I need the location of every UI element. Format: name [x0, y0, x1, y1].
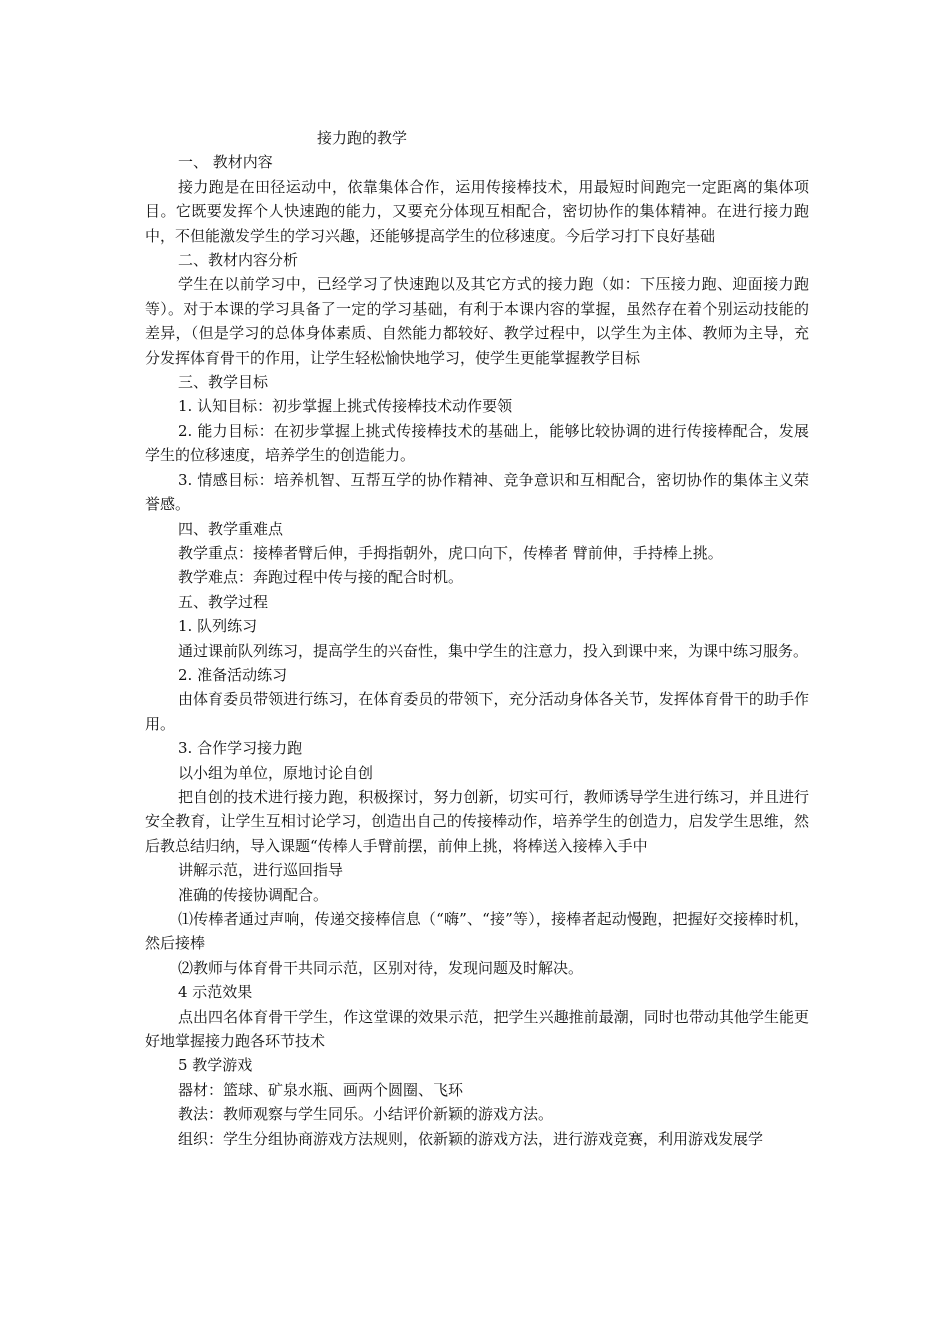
paragraph: 器材：篮球、矿泉水瓶、画两个圆圈、飞环: [178, 1080, 464, 1099]
paragraph: ⑵教师与体育骨干共同示范，区别对待，发现问题及时解决。: [178, 958, 584, 977]
document-page: [145, 126, 809, 1151]
paragraph: 学生在以前学习中，已经学习了快速跑以及其它方式的接力跑（如：下压接力跑、迎面接力跑等）。对于本课的学习具备了一定的学习基础，有利于本课内容的掌握，虽然存在着个别运动技能的差异，（但是学习的总体身体素质、自然能力都较好、教学过程中，以学生为主体、教师为主导，充分发挥体育骨干的作用，让学生轻松愉快地学习，使学生更能掌握教学目标: [145, 275, 809, 367]
paragraph: 2. 能力目标：在初步掌握上挑式传接棒技术的基础上，能够比较协调的进行传接棒配合，发展学生的位移速度，培养学生的创造能力。: [145, 421, 809, 465]
section-heading: 一、 教材内容: [178, 153, 273, 172]
paragraph: 讲解示范，进行巡回指导: [178, 861, 344, 880]
paragraph: 由体育委员带领进行练习，在体育委员的带领下，充分活动身体各关节，发挥体育骨干的助手作用。: [145, 690, 809, 733]
paragraph: ⑴传棒者通过声响，传递交接棒信息（“嗨”、“接”等），接棒者起动慢跑，把握好交接棒时机，然后接棒: [145, 910, 809, 953]
section-heading: 三、教学目标: [178, 373, 269, 392]
section-heading: 五、教学过程: [178, 592, 269, 611]
paragraph: 教学重点：接棒者臂后伸，手拇指朝外，虎口向下，传棒者 臂前伸，手持棒上挑。: [178, 543, 723, 562]
paragraph: 接力跑是在田径运动中，依靠集体合作，运用传接棒技术，用最短时间跑完一定距离的集体项目。它既要发挥个人快速跑的能力，又要充分体现互相配合，密切协作的集体精神。在进行接力跑中，不但能激发学生的学习兴趣，还能够提高学生的位移速度。今后学习打下良好基础: [145, 177, 809, 245]
paragraph: 准确的传接协调配合。: [178, 885, 329, 904]
section-heading: 二、教材内容分析: [178, 251, 299, 270]
paragraph: 组织：学生分组协商游戏方法规则，依新颖的游戏方法，进行游戏竞赛，利用游戏发展学: [178, 1129, 764, 1148]
paragraph: 通过课前队列练习，提高学生的兴奋性，集中学生的注意力，投入到课中来，为课中练习服务。: [178, 641, 809, 660]
paragraph: 教学难点：奔跑过程中传与接的配合时机。: [178, 568, 464, 587]
paragraph: 点出四名体育骨干学生，作这堂课的效果示范，把学生兴趣推前最潮，同时也带动其他学生能更好地掌握接力跑各环节技术: [145, 1007, 809, 1051]
paragraph: 教法：教师观察与学生同乐。小结评价新颖的游戏方法。: [178, 1105, 554, 1124]
paragraph: 1. 认知目标：初步掌握上挑式传接棒技术动作要领: [178, 397, 513, 416]
section-heading: 5 教学游戏: [178, 1056, 253, 1075]
paragraph: 把自创的技术进行接力跑，积极探讨，努力创新，切实可行，教师诱导学生进行练习，并且进行安全教育，让学生互相讨论学习，创造出自己的传接棒动作，培养学生的创造力，启发学生思维，然后教总结归纳，导入课题“传棒人手臂前摆，前伸上挑，将棒送入接棒入手中: [145, 787, 809, 855]
paragraph: 以小组为单位，原地讨论自创: [178, 763, 374, 782]
section-heading: 1. 队列练习: [178, 617, 258, 636]
document-title: 接力跑的教学: [317, 129, 408, 147]
section-heading: 4 示范效果: [178, 983, 253, 1002]
document-body: [145, 150, 809, 1151]
section-heading: 3. 合作学习接力跑: [178, 739, 303, 758]
paragraph: 3. 情感目标：培养机智、互帮互学的协作精神、竞争意识和互相配合，密切协作的集体主义荣誉感。: [145, 470, 809, 514]
section-heading: 2. 准备活动练习: [178, 665, 288, 684]
section-heading: 四、教学重难点: [178, 519, 284, 538]
